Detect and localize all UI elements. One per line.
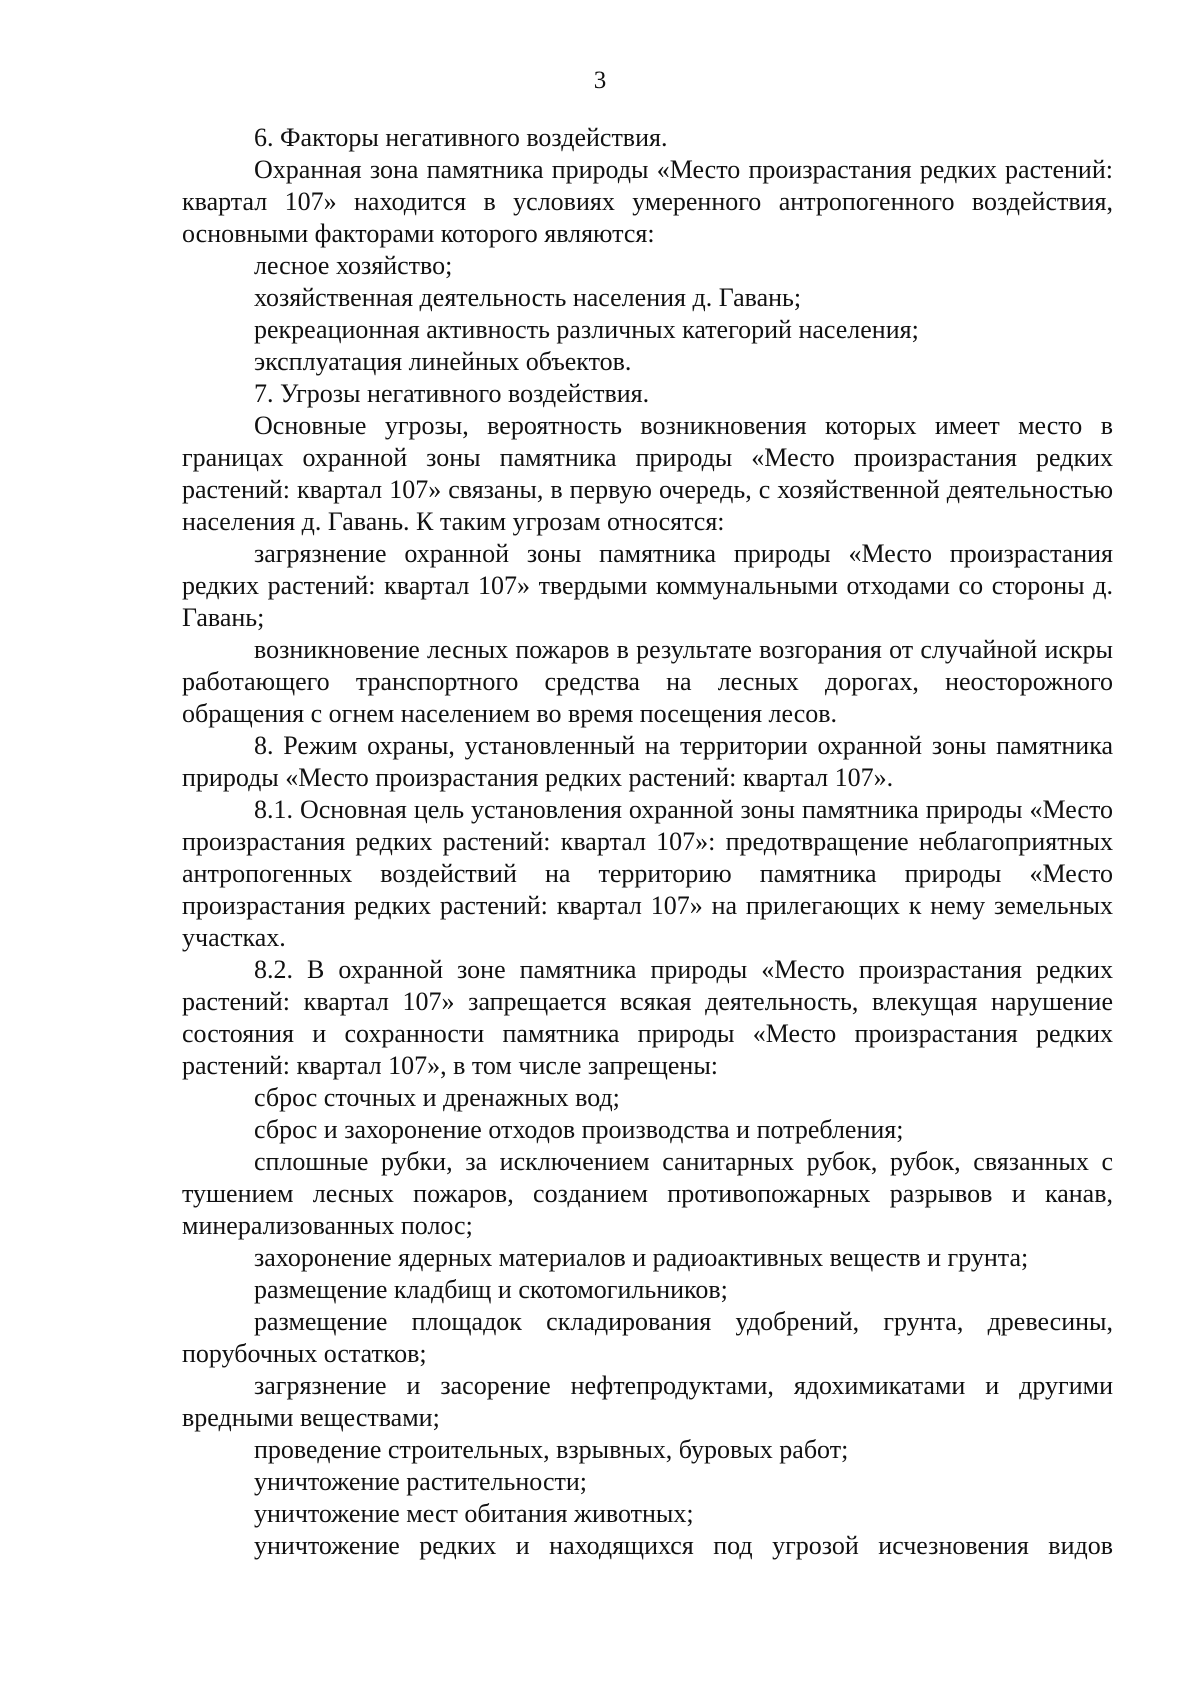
threat-item: возникновение лесных пожаров в результате возгорания от случайной искры работающего транспортного средства на лесных дорогах, неосторожного обращения с огнем населением во время посещения лесов. (182, 635, 1113, 728)
section-8-1-paragraph: 8.1. Основная цель установления охранной зоны памятника природы «Место произрастания редких растений: квартал 107»: предотвращение неблагоприятных антропогенных воздействий на территорию памятника природы «Место произрастания редких растений: квартал 107» на прилегающих к нему земельных участках. (182, 795, 1113, 952)
prohibited-item: уничтожение редких и находящихся под угрозой исчезновения видов (254, 1531, 1113, 1560)
prohibited-item: сплошные рубки, за исключением санитарных рубок, рубок, связанных с тушением лесных пожаров, созданием противопожарных разрывов и канав, минерализованных полос; (182, 1147, 1113, 1240)
prohibited-item: захоронение ядерных материалов и радиоактивных веществ и грунта; (254, 1243, 1029, 1272)
section-8-heading: 8. Режим охраны, установленный на территории охранной зоны памятника природы «Место произрастания редких растений: квартал 107». (182, 731, 1113, 792)
prohibited-item: сброс и захоронение отходов производства и потребления; (254, 1115, 904, 1144)
page-number: 3 (593, 67, 607, 94)
document-body (182, 122, 1113, 1562)
prohibited-item: уничтожение мест обитания животных; (254, 1499, 694, 1528)
section-8-2-paragraph: 8.2. В охранной зоне памятника природы «Место произрастания редких растений: квартал 107» запрещается всякая деятельность, влекущая нарушение состояния и сохранности памятника природы «Место произрастания редких растений: квартал 107», в том числе запрещены: (182, 955, 1113, 1080)
section-7-heading: 7. Угрозы негативного воздействия. (254, 379, 650, 408)
prohibited-item: размещение кладбищ и скотомогильников; (254, 1275, 728, 1304)
factor-item: рекреационная активность различных категорий населения; (254, 315, 919, 344)
factor-item: лесное хозяйство; (254, 251, 453, 280)
section-7-intro: Основные угрозы, вероятность возникновения которых имеет место в границах охранной зоны памятника природы «Место произрастания редких растений: квартал 107» связаны, в первую очередь, с хозяйственной деятельностью населения д. Гавань. К таким угрозам относятся: (182, 411, 1113, 536)
prohibited-item: загрязнение и засорение нефтепродуктами, ядохимикатами и другими вредными веществами; (182, 1371, 1113, 1432)
prohibited-item: проведение строительных, взрывных, буровых работ; (254, 1435, 849, 1464)
factor-item: эксплуатация линейных объектов. (254, 347, 632, 376)
threat-item: загрязнение охранной зоны памятника природы «Место произрастания редких растений: квартал 107» твердыми коммунальными отходами со стороны д. Гавань; (182, 539, 1113, 632)
factor-item: хозяйственная деятельность населения д. Гавань; (254, 283, 802, 312)
prohibited-item: уничтожение растительности; (254, 1467, 587, 1496)
section-6-heading: 6. Факторы негативного воздействия. (254, 123, 668, 152)
prohibited-item: размещение площадок складирования удобрений, грунта, древесины, порубочных остатков; (182, 1307, 1113, 1368)
prohibited-item: сброс сточных и дренажных вод; (254, 1083, 620, 1112)
section-6-intro: Охранная зона памятника природы «Место произрастания редких растений: квартал 107» находится в условиях умеренного антропогенного воздействия, основными факторами которого являются: (182, 155, 1113, 248)
